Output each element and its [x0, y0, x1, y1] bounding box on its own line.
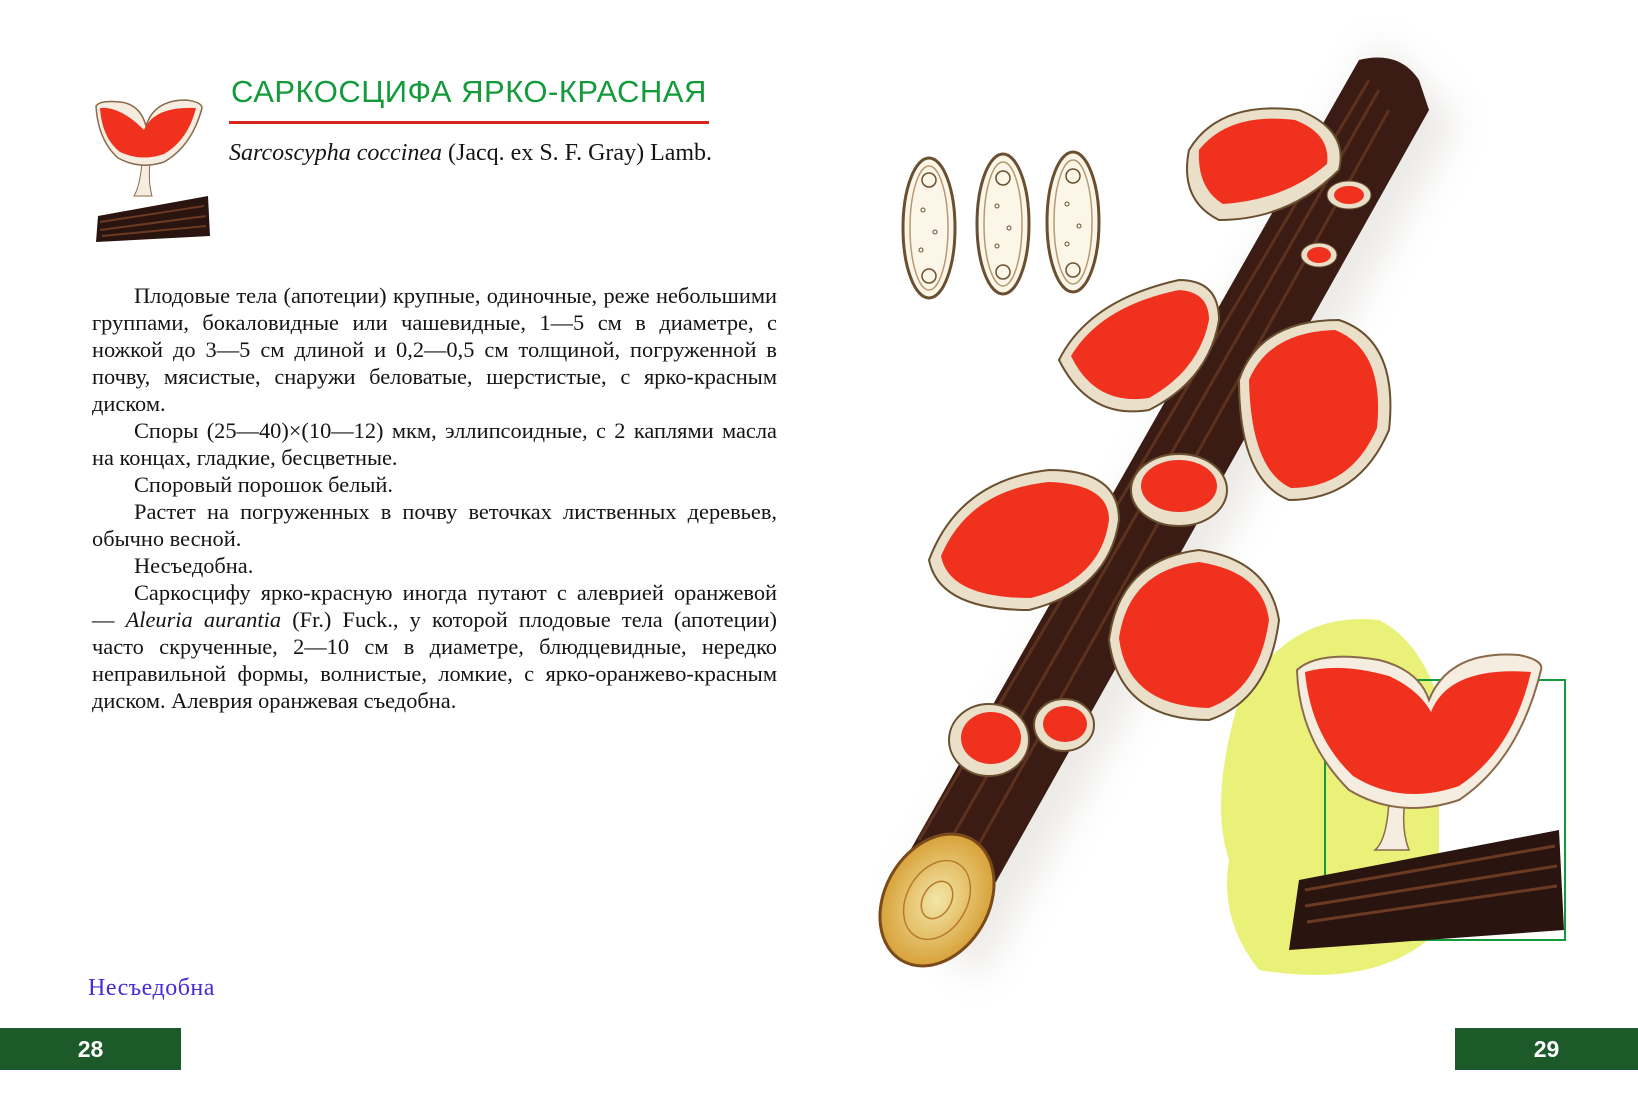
- paragraph-edibility: Несъедобна.: [134, 553, 254, 578]
- page-number-left: 28: [0, 1028, 181, 1070]
- species-title: САРКОСЦИФА ЯРКО-КРАСНАЯ: [231, 74, 707, 109]
- paragraph-description: Плодовые тела (апотеции) крупные, одиночные, реже небольшими группами, бокаловидные или чашевидные, 1—5 см в диаметре, с ножкой до 3—5 см длиной и 0,2—0,5 см толщиной, погруженной в почву, мясистые, снаружи беловатые, шерстистые, с ярко-красным диском.: [92, 283, 777, 416]
- paragraph-similar: [92, 579, 777, 714]
- cup-small-2: [1301, 243, 1337, 267]
- spore-1-icon: [903, 158, 955, 298]
- title-underline: [229, 121, 709, 124]
- latin-name: [229, 140, 712, 167]
- page-number-right: 29: [1455, 1028, 1638, 1070]
- right-page: [819, 0, 1638, 1106]
- cup-bottom-1: [949, 704, 1029, 776]
- paragraph-spores: Споры (25—40)×(10—12) мкм, эллипсоидные, с 2 каплями масла на концах, гладкие, бесцветные.: [92, 418, 777, 470]
- cup-middle: [1131, 454, 1227, 526]
- spore-2-icon: [977, 154, 1029, 294]
- latin-binomial: Sarcoscypha coccinea: [229, 140, 443, 166]
- description-text: [92, 282, 777, 714]
- cup-right-large: [1239, 320, 1390, 500]
- cup-bottom-2: [1034, 699, 1094, 751]
- similar-text-end: (Fr.) Fuck., у которой плодовые тела (апотеции) часто скрученные, 2—10 см в диаметре, блюдцевидные, нередко неправильной формы, волнистые, ломкие, с ярко-оранжево-красным диском. Алеврия оранжевая съедобна.: [92, 607, 778, 713]
- mushroom-on-wood-icon: [90, 96, 212, 246]
- paragraph-habitat: Растет на погруженных в почву веточках лиственных деревьев, обычно весной.: [92, 499, 777, 551]
- spore-drawings: [903, 152, 1099, 298]
- similar-species-name: Aleuria aurantia: [125, 607, 282, 632]
- edibility-status-label: Несъедобна: [88, 975, 215, 1001]
- spore-3-icon: [1047, 152, 1099, 292]
- latin-authority: (Jacq. ex S. F. Gray) Lamb.: [448, 140, 713, 166]
- mushroom-illustration: [819, 0, 1638, 1106]
- cup-small-1: [1327, 181, 1371, 209]
- similar-text-start: Саркосцифу ярко-красную иногда путают с алеврией оранжевой —: [92, 580, 777, 632]
- paragraph-spore-print: Споровый порошок белый.: [134, 472, 394, 497]
